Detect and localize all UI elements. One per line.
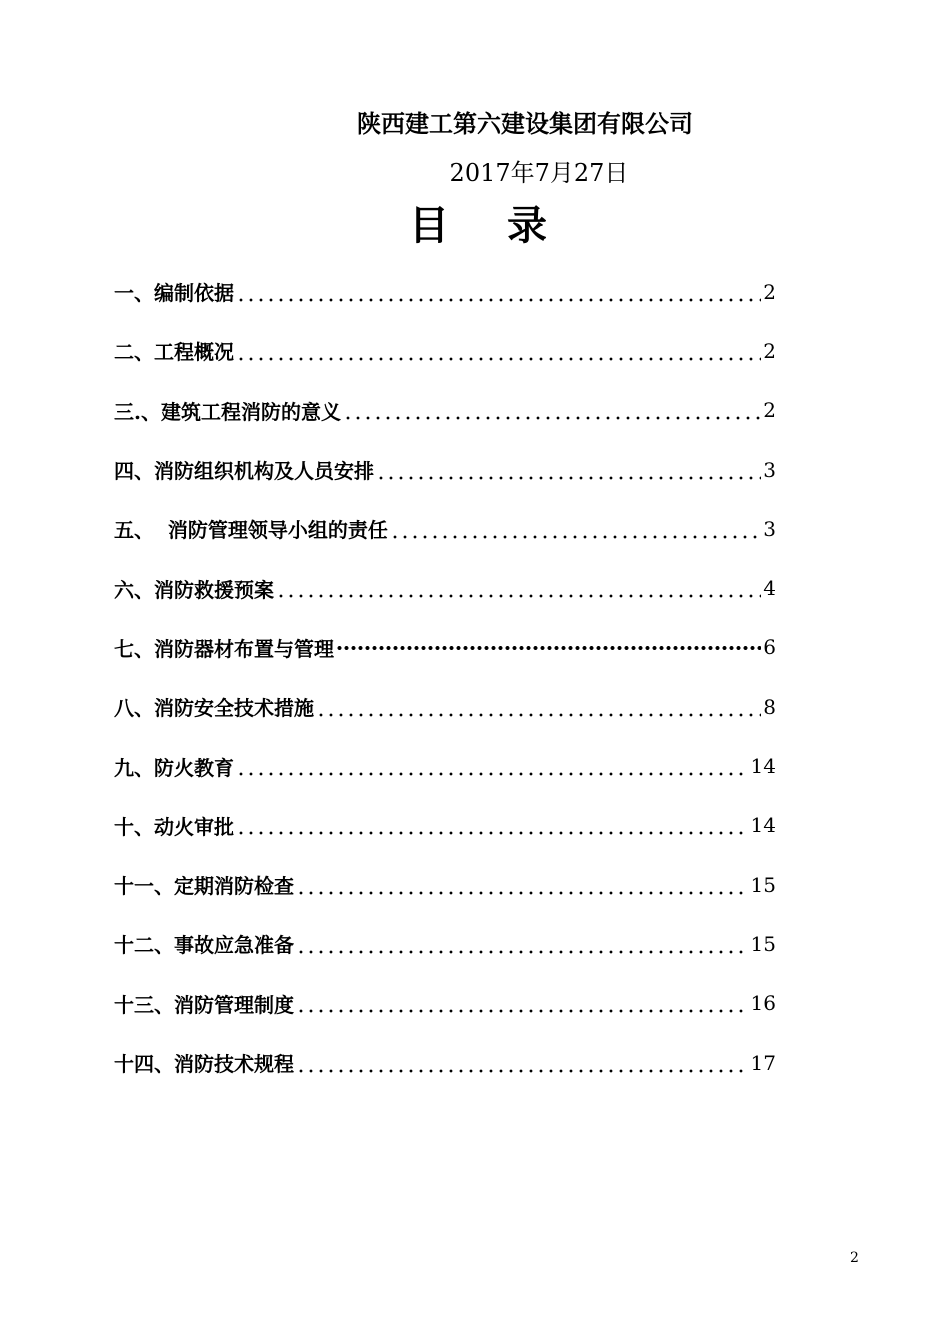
toc-entry-6[interactable] xyxy=(114,558,776,617)
document-date: 2017年7月27日 xyxy=(449,159,629,187)
toc-entry-label: 三.、建筑工程消防的意义 xyxy=(114,399,341,424)
toc-dot-leader xyxy=(376,460,761,480)
toc-dot-leader xyxy=(236,756,749,776)
toc-title: 目 录 xyxy=(409,202,569,249)
toc-entry-3[interactable] xyxy=(114,381,776,440)
toc-dot-leader xyxy=(236,341,761,361)
toc-entry-label: 六、消防救援预案 xyxy=(114,577,274,602)
page-number: 2 xyxy=(850,1250,859,1266)
toc-entry-5[interactable] xyxy=(114,499,776,558)
toc-entry-page: 3 xyxy=(763,516,776,541)
toc-dot-leader xyxy=(296,875,749,895)
toc-dot-leader xyxy=(276,578,761,598)
toc-dot-leader xyxy=(390,519,761,539)
toc-entry-label: 十三、消防管理制度 xyxy=(114,992,294,1017)
toc-entry-page: 17 xyxy=(750,1050,776,1075)
toc-entry-label: 十一、定期消防检查 xyxy=(114,874,294,899)
toc-entry-page: 14 xyxy=(750,813,776,838)
toc-entry-label: 一、编制依据 xyxy=(114,281,234,306)
toc-entry-page: 15 xyxy=(750,931,776,956)
toc-dot-leader xyxy=(296,993,749,1013)
toc-dot-leader xyxy=(236,815,749,835)
toc-entry-page: 2 xyxy=(763,338,776,363)
toc-entry-14[interactable] xyxy=(114,1033,776,1092)
toc-entry-page: 15 xyxy=(750,872,776,897)
toc-entry-label: 十二、事故应急准备 xyxy=(114,933,294,958)
toc-entry-4[interactable] xyxy=(114,440,776,499)
toc-entry-12[interactable] xyxy=(114,914,776,973)
toc-entry-label: 十、动火审批 xyxy=(114,814,234,839)
toc-entry-label: 四、消防组织机构及人员安排 xyxy=(114,459,374,484)
toc-entry-8[interactable] xyxy=(114,677,776,736)
toc-entry-page: 3 xyxy=(763,457,776,482)
toc-entry-page: 6 xyxy=(763,635,776,660)
toc-entry-label: 八、消防安全技术措施 xyxy=(114,696,314,721)
toc-entry-label: 十四、消防技术规程 xyxy=(114,1052,294,1076)
toc-entry-1[interactable] xyxy=(114,262,776,321)
toc-entry-page: 14 xyxy=(750,754,776,779)
toc-entry-page: 2 xyxy=(763,279,776,304)
toc-dot-leader xyxy=(296,1053,749,1073)
toc-entry-label: 五、 消防管理领导小组的责任 xyxy=(114,518,388,543)
table-of-contents xyxy=(114,262,776,1092)
toc-entry-label: 九、防火教育 xyxy=(114,755,234,780)
toc-entry-10[interactable] xyxy=(114,796,776,855)
toc-dot-leader xyxy=(296,934,749,954)
company-name: 陕西建工第六建设集团有限公司 xyxy=(357,109,693,138)
toc-entry-page: 8 xyxy=(763,694,776,719)
toc-dot-leader xyxy=(236,282,761,302)
toc-entry-page: 2 xyxy=(763,398,776,423)
toc-entry-label: 二、工程概况 xyxy=(114,340,234,365)
toc-entry-9[interactable] xyxy=(114,736,776,795)
toc-entry-page: 16 xyxy=(750,991,776,1016)
toc-dot-leader xyxy=(336,637,761,657)
toc-entry-page: 4 xyxy=(763,576,776,601)
toc-dot-leader xyxy=(343,400,761,420)
toc-entry-13[interactable] xyxy=(114,974,776,1033)
toc-entry-2[interactable] xyxy=(114,321,776,380)
toc-entry-7[interactable] xyxy=(114,618,776,677)
toc-entry-label: 七、消防器材布置与管理 xyxy=(114,636,334,661)
toc-entry-11[interactable] xyxy=(114,855,776,914)
toc-dot-leader xyxy=(316,697,761,717)
